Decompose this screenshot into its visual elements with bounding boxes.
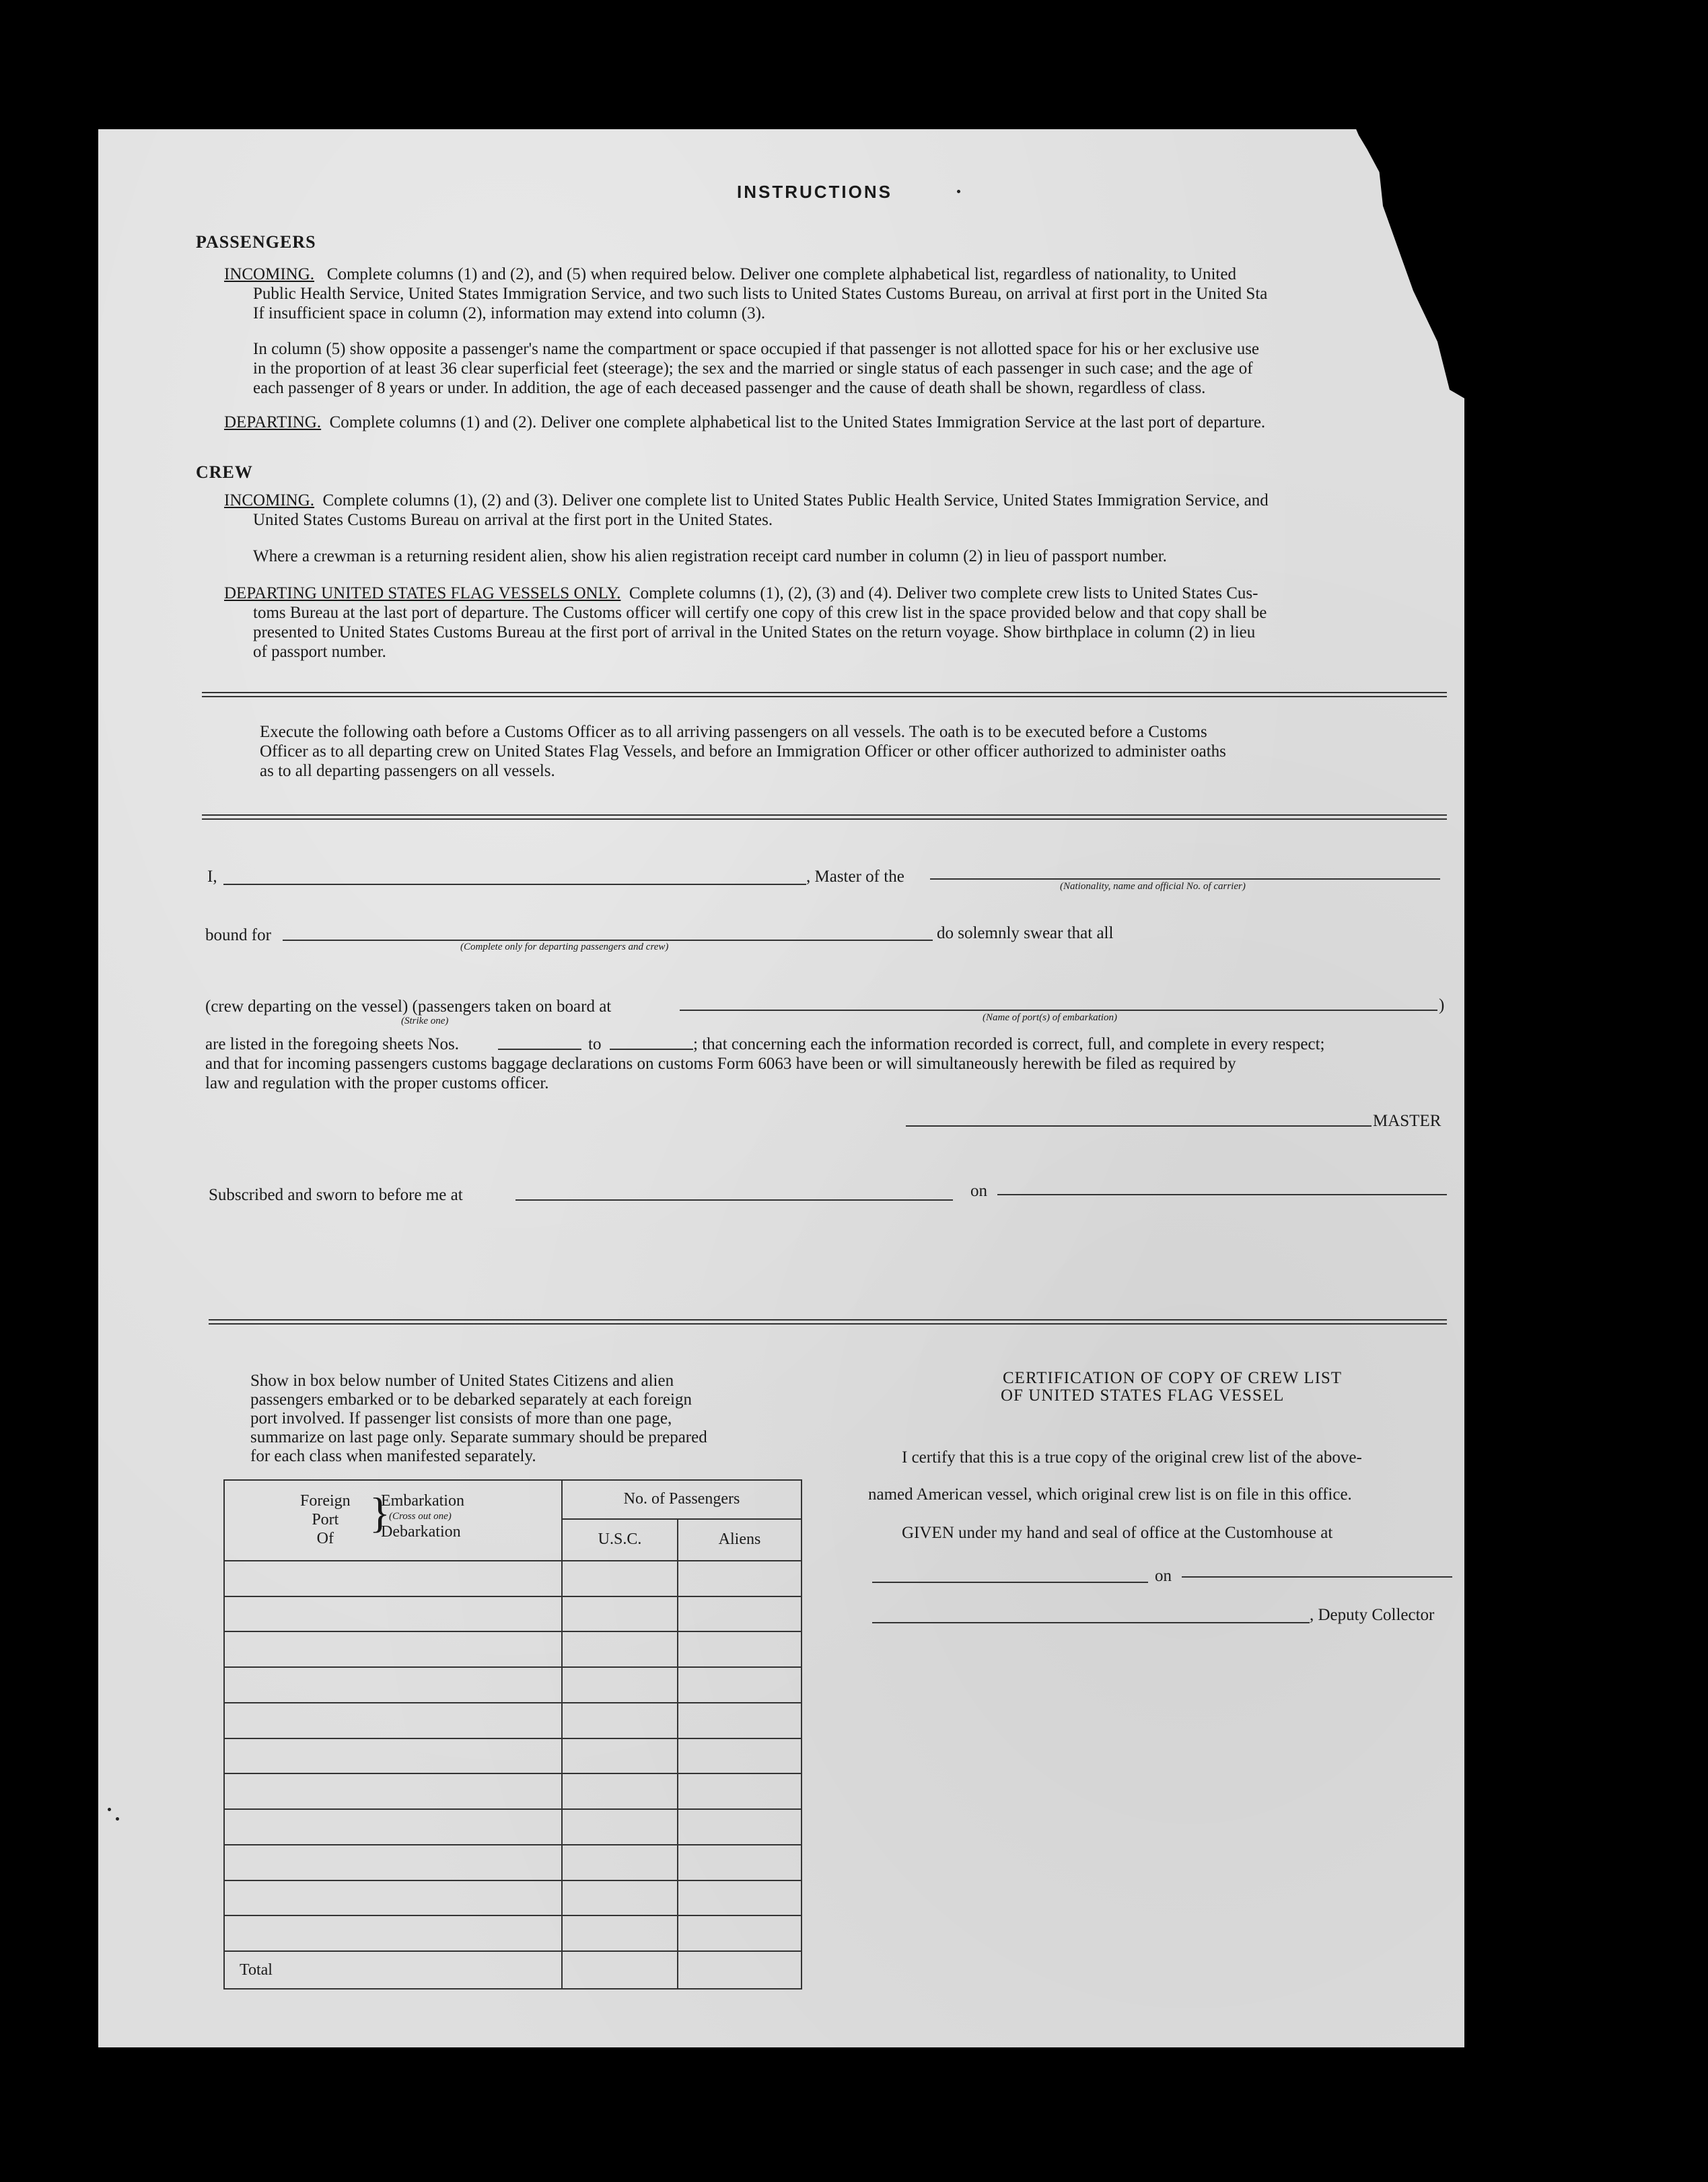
port-cell[interactable] bbox=[224, 1667, 562, 1703]
usc-cell[interactable] bbox=[562, 1631, 678, 1667]
total-usc-cell[interactable] bbox=[562, 1951, 678, 1989]
sheets-to-field[interactable] bbox=[610, 1049, 693, 1050]
summary-note-line-4: summarize on last page only. Separate summary should be prepared bbox=[250, 1428, 707, 1446]
strike-one-note: (Strike one) bbox=[401, 1016, 449, 1026]
crew-departing-label: (crew departing on the vessel) (passengers taken on board at bbox=[205, 997, 612, 1016]
total-aliens-cell[interactable] bbox=[678, 1951, 802, 1989]
port-cell[interactable] bbox=[224, 1561, 562, 1596]
swear-label: do solemnly swear that all bbox=[937, 924, 1114, 942]
certification-title-line-2: OF UNITED STATES FLAG VESSEL bbox=[1001, 1386, 1285, 1405]
ghost-row-number: 406 bbox=[1472, 1957, 1507, 1978]
crew-departing-line-2: toms Bureau at the last port of departure. The Customs officer will certify one copy of this crew list in the space provided below and that copy shall be bbox=[253, 604, 1267, 622]
subscribed-place-field[interactable] bbox=[515, 1199, 953, 1201]
oath-i-label: I, bbox=[207, 868, 217, 886]
usc-cell[interactable] bbox=[562, 1596, 678, 1632]
column5-line-2: in the proportion of at least 36 clear superficial feet (steerage); the sex and the married or single status of each passenger in such case; and the age of bbox=[253, 359, 1253, 378]
close-paren: ) bbox=[1439, 996, 1445, 1014]
of-label: Of bbox=[316, 1530, 334, 1547]
bound-for-label: bound for bbox=[205, 926, 271, 944]
usc-cell[interactable] bbox=[562, 1703, 678, 1738]
aliens-cell[interactable] bbox=[678, 1738, 802, 1774]
column5-line-3: each passenger of 8 years or under. In addition, the age of each deceased passenger and the cause of death shall be shown, regardless of class. bbox=[253, 379, 1206, 397]
certification-on-label: on bbox=[1155, 1567, 1172, 1585]
crew-returning-alien: Where a crewman is a returning resident alien, show his alien registration receipt card number in column (2) in lieu of passport number. bbox=[253, 547, 1167, 565]
summary-note-line-2: passengers embarked or to be debarked separately at each foreign bbox=[250, 1391, 692, 1409]
summary-note-line-3: port involved. If passenger list consists of more than one page, bbox=[250, 1409, 672, 1428]
page-title: INSTRUCTIONS bbox=[737, 182, 892, 202]
usc-cell[interactable] bbox=[562, 1880, 678, 1916]
usc-cell[interactable] bbox=[562, 1738, 678, 1774]
usc-cell[interactable] bbox=[562, 1667, 678, 1703]
port-cell[interactable] bbox=[224, 1809, 562, 1845]
usc-cell[interactable] bbox=[562, 1915, 678, 1951]
passengers-incoming-line-2: Public Health Service, United States Immigration Service, and two such lists to United States Customs Bureau, on arrival at first port in the United Sta bbox=[253, 285, 1268, 303]
table-row bbox=[224, 1880, 802, 1916]
table-row bbox=[224, 1631, 802, 1667]
port-header bbox=[224, 1480, 562, 1561]
total-label: Total bbox=[224, 1951, 562, 1989]
certification-line-2: named American vessel, which original crew list is on file in this office. bbox=[868, 1485, 1352, 1504]
aliens-cell[interactable] bbox=[678, 1809, 802, 1845]
ghost-row-number: 660 bbox=[1472, 1372, 1507, 1393]
embarkation-label: Embarkation bbox=[381, 1492, 464, 1510]
ghost-row-number: 649 bbox=[1472, 962, 1507, 983]
ghost-row-number: 401 bbox=[1472, 1723, 1507, 1744]
usc-header: U.S.C. bbox=[562, 1519, 678, 1561]
aliens-cell[interactable] bbox=[678, 1773, 802, 1809]
port-cell[interactable] bbox=[224, 1703, 562, 1738]
certification-title-line-1: CERTIFICATION OF COPY OF CREW LIST bbox=[1003, 1369, 1343, 1387]
ghost-row-number: 651 bbox=[1472, 1079, 1507, 1100]
table-row bbox=[224, 1809, 802, 1845]
carrier-note: (Nationality, name and official No. of carrier) bbox=[1060, 881, 1246, 892]
sheets-line-1b: ; that concerning each the information recorded is correct, full, and complete in every respect; bbox=[693, 1035, 1325, 1053]
usc-cell[interactable] bbox=[562, 1845, 678, 1880]
table-row bbox=[224, 1845, 802, 1880]
summary-note-line-1: Show in box below number of United States Citizens and alien bbox=[250, 1372, 674, 1390]
no-passengers-header: No. of Passengers bbox=[562, 1480, 802, 1519]
port-cell[interactable] bbox=[224, 1631, 562, 1667]
passengers-heading: PASSENGERS bbox=[196, 232, 316, 252]
passengers-incoming-line-1: INCOMING. Complete columns (1) and (2), and (5) when required below. Deliver one complete alphabetical list, regardless of nationality, to United bbox=[224, 265, 1236, 283]
master-label: MASTER bbox=[1373, 1112, 1442, 1130]
passenger-summary-table bbox=[223, 1479, 802, 1990]
master-of-label: , Master of the bbox=[806, 868, 904, 886]
ink-speck bbox=[116, 1817, 119, 1821]
ghost-row-number: 650 bbox=[1472, 1020, 1507, 1041]
ghost-row-number: 647 bbox=[1472, 903, 1507, 924]
table-row bbox=[224, 1667, 802, 1703]
oath-intro-line-1: Execute the following oath before a Customs Officer as to all arriving passengers on all vessels. The oath is to be executed before a Customs bbox=[260, 723, 1207, 741]
summary-note-line-5: for each class when manifested separately. bbox=[250, 1447, 536, 1465]
certification-date-field[interactable] bbox=[1182, 1576, 1452, 1578]
port-cell[interactable] bbox=[224, 1915, 562, 1951]
subscribed-label: Subscribed and sworn to before me at bbox=[209, 1186, 463, 1204]
ghost-row-number: 656 bbox=[1472, 1255, 1507, 1275]
usc-cell[interactable] bbox=[562, 1809, 678, 1845]
deputy-collector-signature-field[interactable] bbox=[872, 1622, 1310, 1623]
port-label: Port bbox=[312, 1511, 339, 1528]
ghost-row-number: 402 bbox=[1472, 1782, 1507, 1802]
aliens-cell[interactable] bbox=[678, 1703, 802, 1738]
aliens-cell[interactable] bbox=[678, 1596, 802, 1632]
crew-departing-line-3: presented to United States Customs Bureau at the first port of arrival in the United States on the return voyage. Show birthplace in column (2) in lieu bbox=[253, 623, 1256, 641]
bound-for-note: (Complete only for departing passengers and crew) bbox=[460, 942, 669, 952]
usc-cell[interactable] bbox=[562, 1773, 678, 1809]
ink-speck bbox=[108, 1808, 111, 1811]
port-cell[interactable] bbox=[224, 1773, 562, 1809]
ghost-row-number: 661 bbox=[1472, 1430, 1507, 1451]
ghost-row-number: 659 bbox=[1472, 1313, 1507, 1334]
oath-intro-line-2: Officer as to all departing crew on United States Flag Vessels, and before an Immigration Officer or other officer authorized to administer oaths bbox=[260, 742, 1226, 761]
sheets-line-1a: are listed in the foregoing sheets Nos. bbox=[205, 1035, 459, 1053]
cross-out-note: (Cross out one) bbox=[389, 1511, 452, 1522]
passengers-departing: DEPARTING. Complete columns (1) and (2). Deliver one complete alphabetical list to the United States Immigration Service at the last port of departure. bbox=[224, 413, 1266, 431]
brace-icon: } bbox=[369, 1489, 390, 1537]
sheets-line-2: and that for incoming passengers customs baggage declarations on customs Form 6063 have been or will simultaneously herewith be filed as required by bbox=[205, 1055, 1236, 1073]
master-name-field[interactable] bbox=[223, 884, 806, 885]
aliens-cell[interactable] bbox=[678, 1915, 802, 1951]
debarkation-label: Debarkation bbox=[381, 1523, 461, 1541]
foreign-label: Foreign bbox=[300, 1492, 351, 1510]
port-cell[interactable] bbox=[224, 1596, 562, 1632]
crew-heading: CREW bbox=[196, 462, 253, 482]
ghost-row-number: 642 bbox=[1472, 669, 1507, 690]
embarkation-ports-field[interactable] bbox=[680, 1010, 1437, 1011]
deputy-collector-label: , Deputy Collector bbox=[1310, 1606, 1435, 1624]
ghost-row-number: 645 bbox=[1472, 786, 1507, 807]
ghost-row-number: 643 bbox=[1472, 728, 1507, 748]
subscribed-on-label: on bbox=[970, 1182, 987, 1200]
sheets-from-field[interactable] bbox=[498, 1049, 581, 1050]
port-cell[interactable] bbox=[224, 1845, 562, 1880]
certification-line-1: I certify that this is a true copy of the original crew list of the above- bbox=[902, 1448, 1362, 1467]
sheets-to-label: to bbox=[588, 1035, 602, 1053]
passengers-incoming-line-3: If insufficient space in column (2), information may extend into column (3). bbox=[253, 304, 766, 322]
divider bbox=[202, 814, 1447, 820]
crew-incoming-line-1: INCOMING. Complete columns (1), (2) and (3). Deliver one complete list to United States Public Health Service, United States Immigration Service, and bbox=[224, 491, 1269, 509]
certification-line-3: GIVEN under my hand and seal of office at the Customhouse at bbox=[902, 1524, 1333, 1542]
crew-departing-line-1: DEPARTING UNITED STATES FLAG VESSELS ONLY. Complete columns (1), (2), (3) and (4). Deliver two complete crew lists to United States Cus- bbox=[224, 584, 1258, 602]
divider bbox=[202, 692, 1447, 697]
subscribed-date-field[interactable] bbox=[997, 1194, 1447, 1195]
sheets-line-3: law and regulation with the proper customs officer. bbox=[205, 1074, 549, 1092]
ghost-row-number: 655 bbox=[1472, 1196, 1507, 1217]
ghost-row-number: 404 bbox=[1472, 1840, 1507, 1861]
divider bbox=[209, 1319, 1447, 1325]
carrier-field[interactable] bbox=[930, 878, 1440, 880]
port-cell[interactable] bbox=[224, 1880, 562, 1916]
ghost-row-number: 670 bbox=[1472, 1664, 1507, 1685]
ghost-row-number: 646 bbox=[1472, 845, 1507, 866]
table-row bbox=[224, 1738, 802, 1774]
customhouse-field[interactable] bbox=[872, 1582, 1148, 1583]
aliens-cell[interactable] bbox=[678, 1880, 802, 1916]
ghost-row-number: 663 bbox=[1472, 1547, 1507, 1568]
port-cell[interactable] bbox=[224, 1738, 562, 1774]
ghost-row-number: 641 bbox=[1472, 610, 1507, 631]
ghost-row-number: 405 bbox=[1472, 1899, 1507, 1920]
table-row bbox=[224, 1703, 802, 1738]
aliens-cell[interactable] bbox=[678, 1667, 802, 1703]
aliens-cell[interactable] bbox=[678, 1561, 802, 1596]
ghost-row-number: 662 bbox=[1472, 1489, 1507, 1510]
aliens-header: Aliens bbox=[678, 1519, 802, 1561]
table-row bbox=[224, 1915, 802, 1951]
aliens-cell[interactable] bbox=[678, 1631, 802, 1667]
oath-intro-line-3: as to all departing passengers on all vessels. bbox=[260, 762, 555, 780]
column5-line-1: In column (5) show opposite a passenger's name the compartment or space occupied if that passenger is not allotted space for his or her exclusive use bbox=[253, 340, 1260, 358]
master-signature-field[interactable] bbox=[906, 1125, 1372, 1127]
aliens-cell[interactable] bbox=[678, 1845, 802, 1880]
ink-speck bbox=[957, 190, 960, 193]
table-row bbox=[224, 1773, 802, 1809]
table-row bbox=[224, 1561, 802, 1596]
crew-incoming-line-2: United States Customs Bureau on arrival at the first port in the United States. bbox=[253, 511, 773, 529]
ghost-row-number: 639 bbox=[1472, 552, 1507, 573]
ghost-row-number: 668 bbox=[1472, 1606, 1507, 1627]
usc-cell[interactable] bbox=[562, 1561, 678, 1596]
ghost-row-number: 654 bbox=[1472, 1137, 1507, 1158]
crew-departing-line-4: of passport number. bbox=[253, 643, 386, 661]
table-row bbox=[224, 1596, 802, 1632]
ports-note: (Name of port(s) of embarkation) bbox=[983, 1012, 1117, 1023]
